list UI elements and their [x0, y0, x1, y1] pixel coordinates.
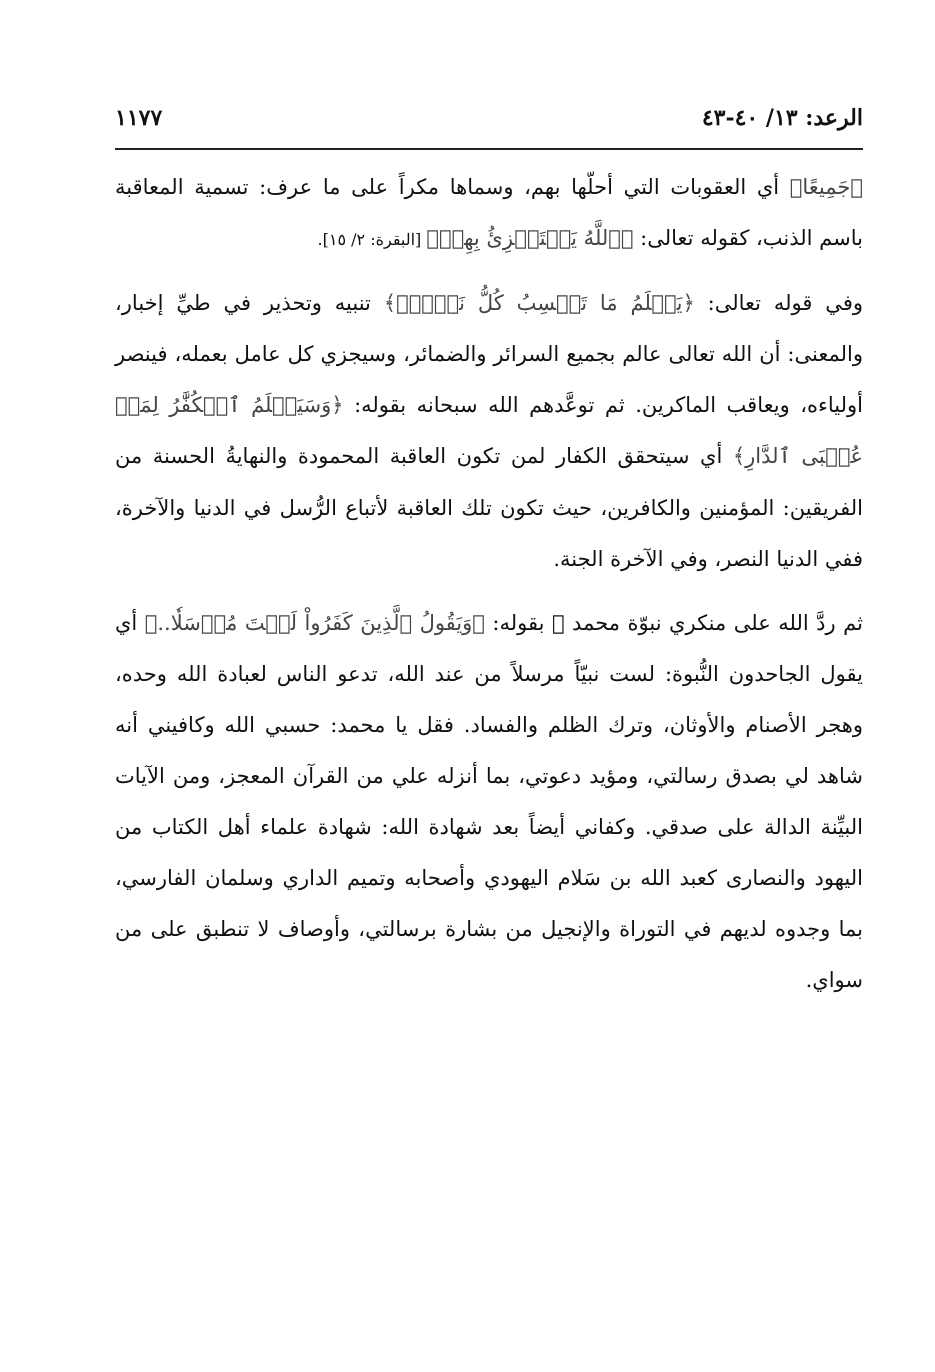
- quran-quote: ﴿يَعۡلَمُ مَا تَكۡسِبُ كُلُّ نَفۡسٍۗ﴾: [383, 291, 695, 315]
- header-rule: [115, 148, 863, 150]
- quran-quote: ﴿وَسَيَعۡلَمُ ٱلۡكُفَّٰرُ لِمَنۡ عُقۡبَى ٱلدَّارِ﴾: [115, 393, 863, 468]
- page-header: [115, 95, 863, 145]
- text-span: أي سيتحقق الكفار لمن تكون العاقبة المحمودة والنهايةُ الحسنة من الفريقين: المؤمنين والكافرين، حيث تكون تلك العاقبة لأتباع الرُّسل في الدنيا والآخرة، ففي الدنيا النصر، وفي الآخرة الجنة.: [115, 444, 863, 571]
- text-span: تنبيه وتحذير في طيِّ إخبار، والمعنى: أن الله تعالى عالم بجميع السرائر والضمائر، وسيجزي كل عامل بعمله، فينصر أولياءه، ويعاقب الماكرين. ثم توعَّدهم الله سبحانه بقوله:: [115, 291, 863, 417]
- page-number: ١١٧٧: [115, 105, 163, 131]
- text-span: ثم ردَّ الله على منكري نبوّة محمد ﷺ بقوله:: [484, 611, 863, 635]
- text-span: وفي قوله تعالى:: [694, 291, 863, 315]
- quran-quote: ﴿جَمِيعًا﴾: [789, 175, 863, 199]
- running-title: الرعد: ١٣/ ٤٠-٤٣: [701, 105, 863, 131]
- paragraph-2: [115, 278, 863, 585]
- quran-quote: ﴿وَيَقُولُ ٱلَّذِينَ كَفَرُواْ لَسۡتَ مُرۡسَلٗا..﴾: [144, 611, 485, 635]
- text-span: أي العقوبات التي أحلّها بهم، وسماها مكراً على ما عرف: تسمية المعاقبة باسم الذنب، كقوله تعالى:: [115, 175, 863, 250]
- paragraph-3: [115, 598, 863, 1007]
- paragraph-1: [115, 162, 863, 265]
- text-span: أي يقول الجاحدون النُّبوة: لست نبيّاً مرسلاً من عند الله، تدعو الناس لعبادة الله وحده، وهجر الأصنام والأوثان، وترك الظلم والفساد. فقل يا محمد: حسبي الله وكافيني أنه شاهد لي بصدق رسالتي، ومؤيد دعوتي، بما أنزله علي من القرآن المعجز، ومن الآيات البيِّنة الدالة على صدقي. وكفاني أيضاً بعد شهادة الله: شهادة علماء أهل الكتاب من اليهود والنصارى كعبد الله بن سَلام اليهودي وأصحابه وتميم الداري وسلمان الفارسي، بما وجدوه لديهم في التوراة والإنجيل من بشارة برسالتي، وأوصاف لا تنطبق على من سواي.: [115, 611, 863, 992]
- page-body: [115, 162, 863, 1007]
- citation: [البقرة: ٢/ ١٥].: [317, 230, 427, 249]
- quran-quote: ﴿ٱللَّهُ يَسۡتَهۡزِئُ بِهِمۡ﴾: [426, 226, 634, 250]
